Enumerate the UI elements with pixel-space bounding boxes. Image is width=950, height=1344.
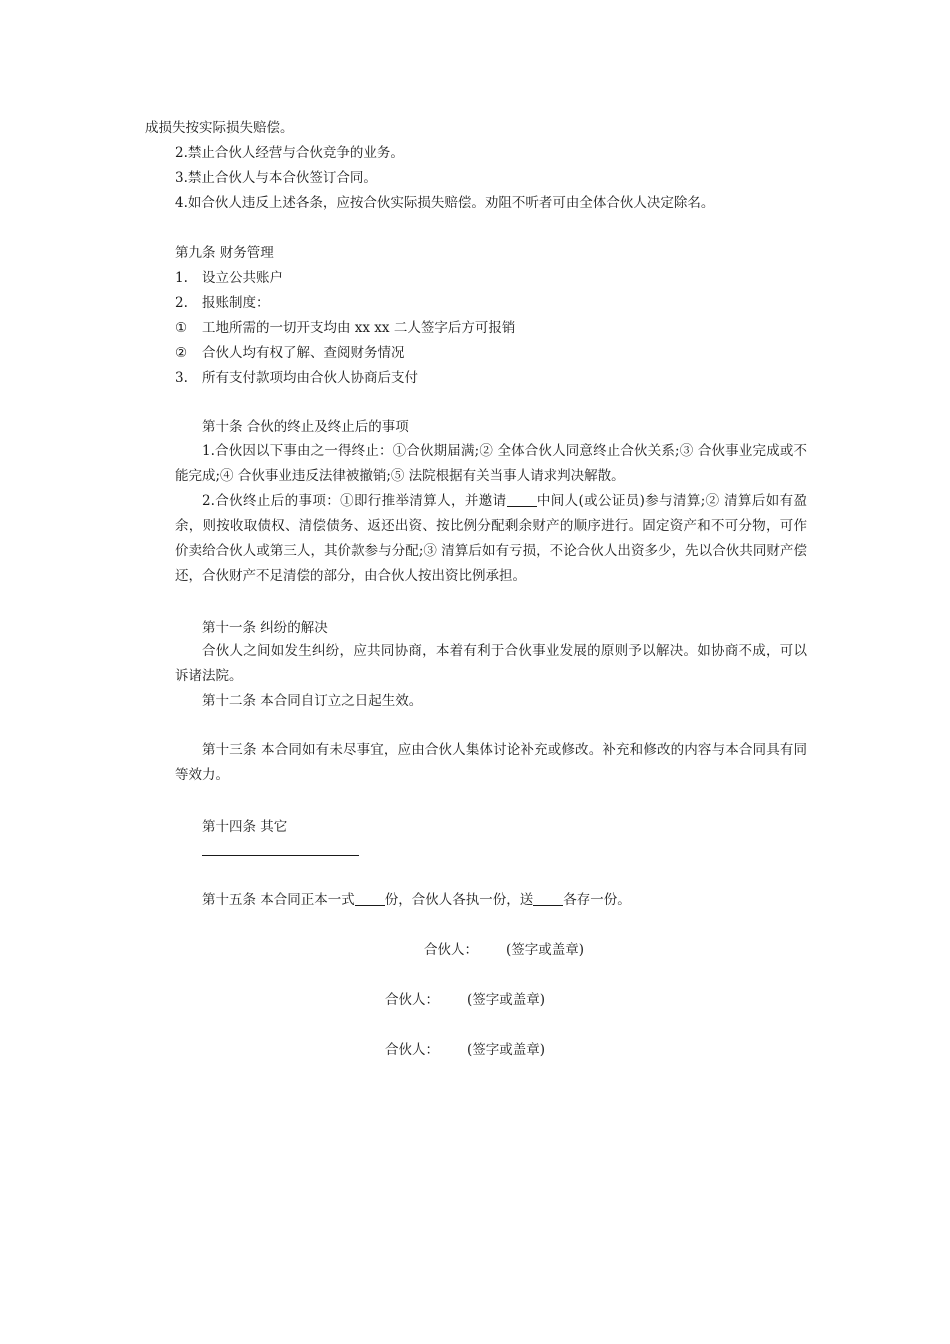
list-number: ① xyxy=(175,320,188,336)
signature-line xyxy=(424,941,584,959)
list-item: 所有支付款项均由合伙人协商后支付 xyxy=(202,370,418,386)
article-10-paragraph-1: 1.合伙因以下事由之一得终止：①合伙期届满;② 全体合伙人同意终止合伙关系;③ 合伙事业完成或不能完成;④ 合伙事业违反法律被撤销;⑤ 法院根据有关当事人请求判决解散。 xyxy=(175,443,807,484)
signature-line xyxy=(385,991,545,1009)
list-number: 1. xyxy=(175,270,188,286)
blank-line xyxy=(355,891,385,906)
article-15-text: 各存一份。 xyxy=(563,892,631,908)
signature-label: 合伙人： xyxy=(385,1042,439,1058)
article-15-text: 第十五条 本合同正本一式 xyxy=(202,892,355,908)
list-item: 报账制度： xyxy=(202,295,270,311)
article-11-title: 第十一条 纠纷的解决 xyxy=(202,620,328,636)
clause-line-3: 3.禁止合伙人与本合伙签订合同。 xyxy=(175,170,377,186)
article-12: 第十二条 本合同自订立之日起生效。 xyxy=(202,693,423,709)
article-9-title: 第九条 财务管理 xyxy=(175,245,274,261)
signature-line xyxy=(385,1041,545,1059)
blank-line xyxy=(533,891,563,906)
paragraph-text: 中间人(或公证员)参与清算;② 清算后如有盈余，则按收取债权、清偿债务、返还出资、按比例分配剩余财产的顺序进行。固定资产和不可分物，可作价卖给合伙人或第三人，其价款参与分配;③ 清算后如有亏损，不论合伙人出资多少，先以合伙共同财产偿还，合伙财产不足清偿的部分，由合伙人按出资比例承担。 xyxy=(175,493,807,584)
signature-note: (签字或盖章) xyxy=(467,992,546,1008)
article-13: 第十三条 本合同如有未尽事宜，应由合伙人集体讨论补充或修改。补充和修改的内容与本合同具有同等效力。 xyxy=(175,742,807,783)
blank-line xyxy=(507,492,537,507)
paragraph-text: 2.合伙终止后的事项：①即行推举清算人，并邀请 xyxy=(202,493,507,509)
article-15-text: 份，合伙人各执一份，送 xyxy=(384,892,534,908)
list-item: 工地所需的一切开支均由 xx xx 二人签字后方可报销 xyxy=(202,320,516,336)
signature-note: (签字或盖章) xyxy=(467,1042,546,1058)
signature-note: (签字或盖章) xyxy=(506,942,585,958)
list-number: 2. xyxy=(175,295,188,311)
article-10-title: 第十条 合伙的终止及终止后的事项 xyxy=(202,419,409,435)
article-15 xyxy=(202,891,631,909)
clause-line-2: 2.禁止合伙人经营与合伙竞争的业务。 xyxy=(175,145,404,161)
list-number: ② xyxy=(175,345,188,361)
list-item: 合伙人均有权了解、查阅财务情况 xyxy=(202,345,405,361)
article-11-paragraph: 合伙人之间如发生纠纷，应共同协商，本着有利于合伙事业发展的原则予以解决。如协商不成，可以诉诸法院。 xyxy=(175,643,807,684)
signature-label: 合伙人： xyxy=(385,992,439,1008)
clause-line-4: 4.如合伙人违反上述各条，应按合伙实际损失赔偿。劝阻不听者可由全体合伙人决定除名。 xyxy=(175,195,715,211)
list-number: 3. xyxy=(175,370,188,386)
article-14: 第十四条 其它 xyxy=(202,819,288,835)
blank-underline xyxy=(202,855,359,856)
article-10-paragraph-2 xyxy=(175,489,807,589)
continued-line: 成损失按实际损失赔偿。 xyxy=(145,120,294,136)
signature-label: 合伙人： xyxy=(424,942,478,958)
list-item: 设立公共账户 xyxy=(202,270,283,286)
